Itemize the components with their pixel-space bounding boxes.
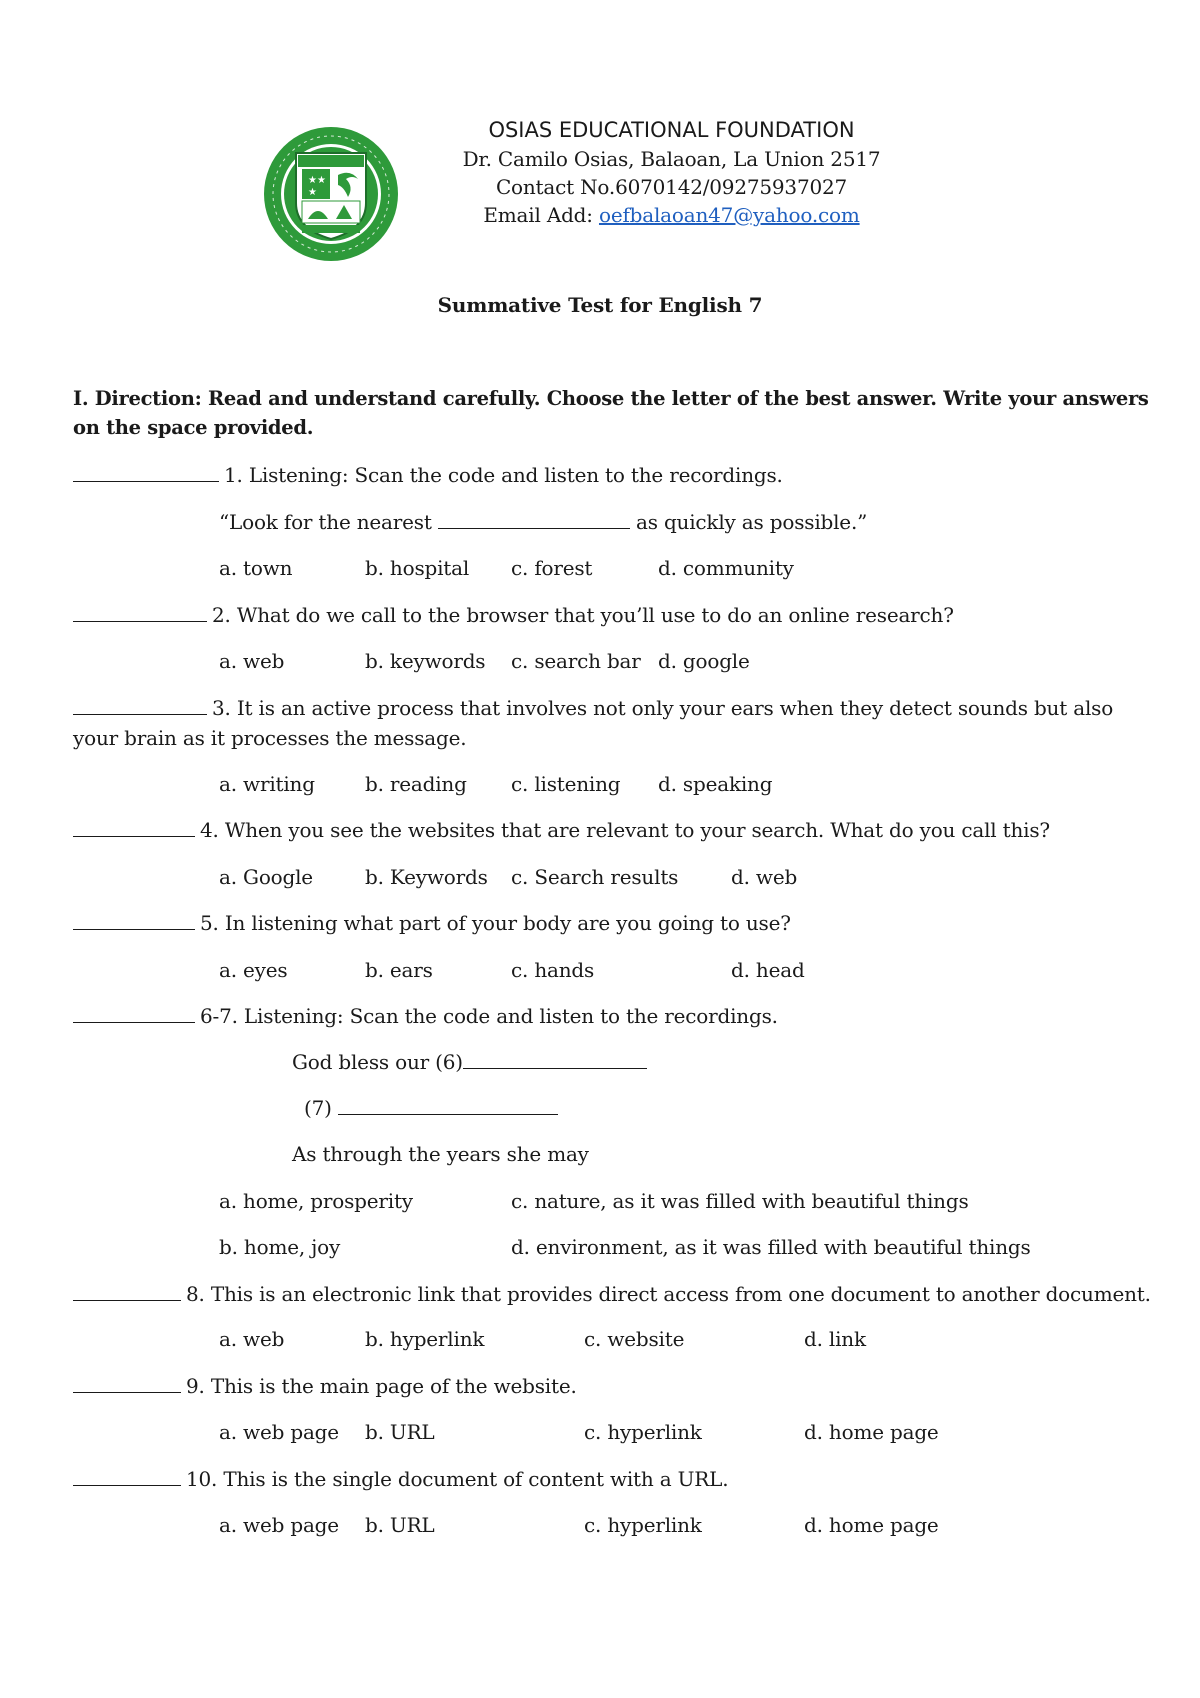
question-6-7 [73,1004,778,1028]
option[interactable]: a. eyes [219,958,288,982]
question-text: 9. This is the main page of the website. [186,1374,577,1398]
option[interactable]: b. ears [365,958,433,982]
option[interactable]: a. web [219,649,285,673]
question-3-line-2: your brain as it processes the message. [73,726,467,750]
answer-blank-8[interactable] [73,1282,181,1301]
option[interactable]: d. speaking [658,772,773,796]
school-email-line [363,203,980,227]
svg-text:★: ★ [308,187,317,198]
option[interactable]: d. community [658,556,794,580]
answer-blank-4[interactable] [73,818,195,837]
option[interactable]: c. website [584,1327,685,1351]
option[interactable]: c. search bar [511,649,641,673]
lyric-text: (7) [304,1096,338,1120]
option[interactable]: b. hospital [365,556,470,580]
question-text: 5. In listening what part of your body are you going to use? [200,911,791,935]
direction-line-1: I. Direction: Read and understand carefully. Choose the letter of the best answer. Write your answers [73,387,1149,410]
email-label: Email Add: [483,203,599,227]
answer-blank-1[interactable] [73,463,219,482]
option[interactable]: b. reading [365,772,467,796]
question-text: 8. This is an electronic link that provides direct access from one document to another document. [186,1282,1151,1306]
lyric-text: God bless our (6) [292,1050,463,1074]
question-text: 6-7. Listening: Scan the code and listen to the recordings. [200,1004,778,1028]
question-9 [73,1374,577,1398]
test-title: Summative Test for English 7 [437,293,763,317]
option[interactable]: c. forest [511,556,593,580]
quote-blank[interactable] [438,510,630,529]
quote-after: as quickly as possible.” [629,510,868,534]
option[interactable]: c. hyperlink [584,1420,702,1444]
option[interactable]: c. hands [511,958,595,982]
option[interactable]: d. home page [804,1420,939,1444]
answer-blank-9[interactable] [73,1374,181,1393]
option[interactable]: d. web [731,865,798,889]
lyric-line-1 [292,1050,647,1074]
question-10 [73,1467,728,1491]
school-contact: Contact No.6070142/09275937027 [495,175,848,199]
question-8 [73,1282,1151,1306]
option[interactable]: a. writing [219,772,315,796]
option[interactable]: a. Google [219,865,313,889]
option[interactable]: a. town [219,556,293,580]
option[interactable]: b. hyperlink [365,1327,485,1351]
option[interactable]: d. home page [804,1513,939,1537]
question-text: 1. Listening: Scan the code and listen to the recordings. [224,463,783,487]
option[interactable]: d. google [658,649,750,673]
option[interactable]: b. keywords [365,649,486,673]
option[interactable]: c. Search results [511,865,679,889]
question-1 [73,463,783,487]
answer-blank-2[interactable] [73,603,207,622]
answer-blank-6-7[interactable] [73,1004,195,1023]
option[interactable]: d. head [731,958,805,982]
answer-blank-10[interactable] [73,1467,181,1486]
lyric-line-3: As through the years she may [292,1142,589,1166]
answer-blank-3[interactable] [73,696,207,715]
option[interactable]: a. home, prosperity [219,1189,413,1213]
question-text: 4. When you see the websites that are relevant to your search. What do you call this? [200,818,1050,842]
question-text: 10. This is the single document of content with a URL. [186,1467,729,1491]
option[interactable]: a. web page [219,1420,339,1444]
school-address: Dr. Camilo Osias, Balaoan, La Union 2517 [462,147,881,171]
option[interactable]: c. listening [511,772,621,796]
question-text: 3. It is an active process that involves not only your ears when they detect sounds but also [212,696,1114,720]
option[interactable]: b. home, joy [219,1235,341,1259]
question-2 [73,603,954,627]
question-3 [73,696,1113,720]
question-text: 2. What do we call to the browser that you’ll use to do an online research? [212,603,954,627]
option[interactable]: b. URL [365,1420,435,1444]
lyric-line-2 [304,1096,558,1120]
lyric-blank-6[interactable] [463,1050,647,1069]
option[interactable]: c. nature, as it was filled with beautiful things [511,1189,969,1213]
option[interactable]: d. link [804,1327,866,1351]
option[interactable]: a. web [219,1327,285,1351]
option[interactable]: b. URL [365,1513,435,1537]
question-1-quote [219,510,867,534]
question-4 [73,818,1050,842]
answer-blank-5[interactable] [73,911,195,930]
option[interactable]: b. Keywords [365,865,488,889]
option[interactable]: d. environment, as it was filled with beautiful things [511,1235,1031,1259]
lyric-blank-7[interactable] [338,1096,558,1115]
option[interactable]: c. hyperlink [584,1513,702,1537]
quote-before: “Look for the nearest [219,510,438,534]
svg-text:★★: ★★ [308,175,326,186]
option[interactable]: a. web page [219,1513,339,1537]
school-name: OSIAS EDUCATIONAL FOUNDATION [488,118,855,142]
direction-line-2: on the space provided. [73,416,314,439]
email-link[interactable]: oefbalaoan47@yahoo.com [598,203,860,227]
question-5 [73,911,791,935]
